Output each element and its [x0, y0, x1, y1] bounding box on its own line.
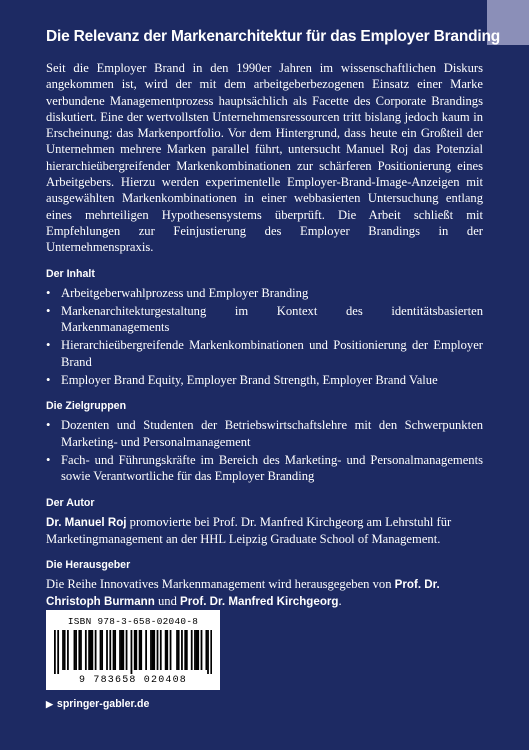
- barcode-bar: [166, 630, 168, 670]
- inhalt-list: [46, 285, 483, 389]
- editors-paragraph: [46, 576, 483, 611]
- barcode-bar: [153, 630, 155, 670]
- barcode-bar: [75, 630, 77, 670]
- barcode-bar: [135, 630, 137, 670]
- list-item: [46, 372, 483, 388]
- barcode-bar: [113, 630, 115, 670]
- barcode-bar: [184, 630, 186, 670]
- barcode-bar: [191, 630, 193, 670]
- barcode-bar: [134, 630, 136, 670]
- bullet-icon: •: [46, 452, 51, 467]
- barcode-bar: [126, 630, 128, 670]
- editors-text-after: .: [338, 594, 342, 609]
- barcode-bar: [100, 630, 102, 670]
- barcode-bar: [80, 630, 82, 670]
- ean-digits: 9 783658 020408: [78, 675, 187, 686]
- bullet-icon: •: [46, 418, 51, 433]
- barcode-bar: [62, 630, 64, 670]
- barcode-bar: [64, 630, 66, 670]
- barcode-bar: [91, 630, 93, 670]
- barcode-bar: [197, 630, 199, 670]
- arrow-right-icon: ▶: [46, 698, 53, 709]
- barcode-bar: [160, 630, 162, 670]
- barcode-bar: [101, 630, 103, 670]
- barcode-bar: [150, 630, 152, 670]
- bullet-icon: •: [46, 338, 51, 353]
- section-heading-zielgruppen: Die Zielgruppen: [46, 400, 127, 413]
- barcode-bar: [178, 630, 180, 670]
- barcode-bar: [57, 630, 59, 674]
- bullet-icon: •: [46, 285, 51, 300]
- author-bio: promovierte bei Prof. Dr. Manfred Kirchgeorg am Lehrstuhl für Marketingmanagement an der HHL Leipzig Graduate School of Management.: [46, 514, 452, 546]
- list-item: [46, 303, 483, 336]
- barcode-bar: [210, 630, 212, 674]
- list-item: [46, 417, 483, 450]
- list-item-text: Fach- und Führungskräfte im Bereich des Marketing- und Personalmanagements sowie Verantwortliche für das Employer Branding: [61, 452, 483, 484]
- barcode-bar: [67, 630, 69, 670]
- barcode-bar: [121, 630, 123, 670]
- intro-paragraph: Seit die Employer Brand in den 1990er Jahren im wissenschaftlichen Diskurs angekommen ist, wird der mit dem arbeitgeberbezogenen Einsatz einer Marke verbundene Managementprozess hauptsächlich als Facette des Corporate Brandings diskutiert. Eine der wertvollsten Unternehmensressourcen tritt bislang jedoch kaum in Erscheinung: das Markenportfolio. Vor dem Hintergrund, dass heute ein Großteil der Unternehmen mehrere Marken parallel führt, untersucht Manuel Roj das Potenzial hierarchieübergreifender Markenkombinationen zur schärferen Positionierung eines Arbeitgebers. Hierzu werden experimentelle Employer-Brand-Image-Anzeigen mit ausgewählten Markenkombinationen in einer webbasierten Untersuchung entlang eines mehrteiligen Hypothesensystems überprüft. Die Arbeit schließt mit Empfehlungen zur Feinjustierung des Employer Brandings in der Unternehmenspraxis.: [46, 61, 483, 255]
- barcode-bar: [114, 630, 116, 670]
- section-heading-herausgeber: Die Herausgeber: [46, 559, 131, 572]
- barcode-bar: [119, 630, 121, 670]
- barcode: [46, 610, 220, 690]
- editor-name-2: Prof. Dr. Manfred Kirchgeorg: [180, 595, 339, 609]
- book-title: Die Relevanz der Markenarchitektur für das Employer Branding: [46, 28, 500, 45]
- section-heading-autor: Der Autor: [46, 496, 95, 509]
- list-item: [46, 337, 483, 370]
- list-item-text: Hierarchieübergreifende Markenkombinationen und Positionierung der Employer Brand: [61, 338, 483, 369]
- section-heading-inhalt: Der Inhalt: [46, 267, 95, 280]
- list-item: [46, 452, 483, 485]
- barcode-bar: [145, 630, 147, 670]
- barcode-bar: [205, 630, 207, 670]
- bullet-icon: •: [46, 303, 51, 318]
- barcode-bar: [78, 630, 80, 670]
- editors-text-middle: und: [154, 594, 181, 609]
- author-name: Dr. Manuel Roj: [46, 515, 127, 529]
- barcode-bar: [157, 630, 159, 670]
- barcode-bar: [186, 630, 188, 670]
- list-item: [46, 285, 483, 301]
- barcode-bar: [74, 630, 76, 670]
- isbn-label: ISBN 978-3-658-02040-8: [67, 616, 199, 627]
- barcode-bar: [131, 630, 133, 674]
- website-link[interactable]: [46, 698, 149, 710]
- barcode-bar: [95, 630, 97, 670]
- barcode-bar: [85, 630, 87, 670]
- editors-text-before: Die Reihe Innovatives Markenmanagement wird herausgegeben von: [46, 577, 395, 592]
- list-item-text: Dozenten und Studenten der Betriebswirtschaftslehre mit den Schwerpunkten Marketing- und Personalmanagement: [61, 418, 483, 449]
- list-item-text: Markenarchitekturgestaltung im Kontext des identitätsbasierten Markenmanagements: [61, 303, 483, 335]
- barcode-bar: [196, 630, 198, 670]
- barcode-bar: [201, 630, 203, 670]
- zielgruppen-list: [46, 417, 483, 484]
- barcode-bar: [90, 630, 92, 670]
- barcode-bar: [122, 630, 124, 670]
- barcode-bar: [54, 630, 56, 674]
- barcode-bar: [152, 630, 154, 670]
- barcode-bar: [181, 630, 183, 670]
- author-paragraph: [46, 514, 483, 548]
- barcode-bar: [170, 630, 172, 670]
- website-url: springer-gabler.de: [56, 698, 150, 710]
- barcode-bar: [109, 630, 111, 670]
- barcode-bar: [207, 630, 209, 674]
- barcode-bar: [139, 630, 141, 670]
- content-area: [46, 60, 483, 611]
- list-item-text: Arbeitgeberwahlprozess und Employer Branding: [61, 285, 309, 300]
- barcode-bars: [54, 630, 212, 674]
- editor-name-1: Prof. Dr. Christoph Burmann: [46, 578, 440, 609]
- list-item-text: Employer Brand Equity, Employer Brand Strength, Employer Brand Value: [61, 373, 438, 388]
- barcode-bar: [140, 630, 142, 670]
- barcode-bar: [88, 630, 90, 670]
- barcode-bar: [165, 630, 167, 670]
- bullet-icon: •: [46, 373, 51, 388]
- barcode-bar: [106, 630, 108, 670]
- barcode-bar: [194, 630, 196, 670]
- barcode-bar: [176, 630, 178, 670]
